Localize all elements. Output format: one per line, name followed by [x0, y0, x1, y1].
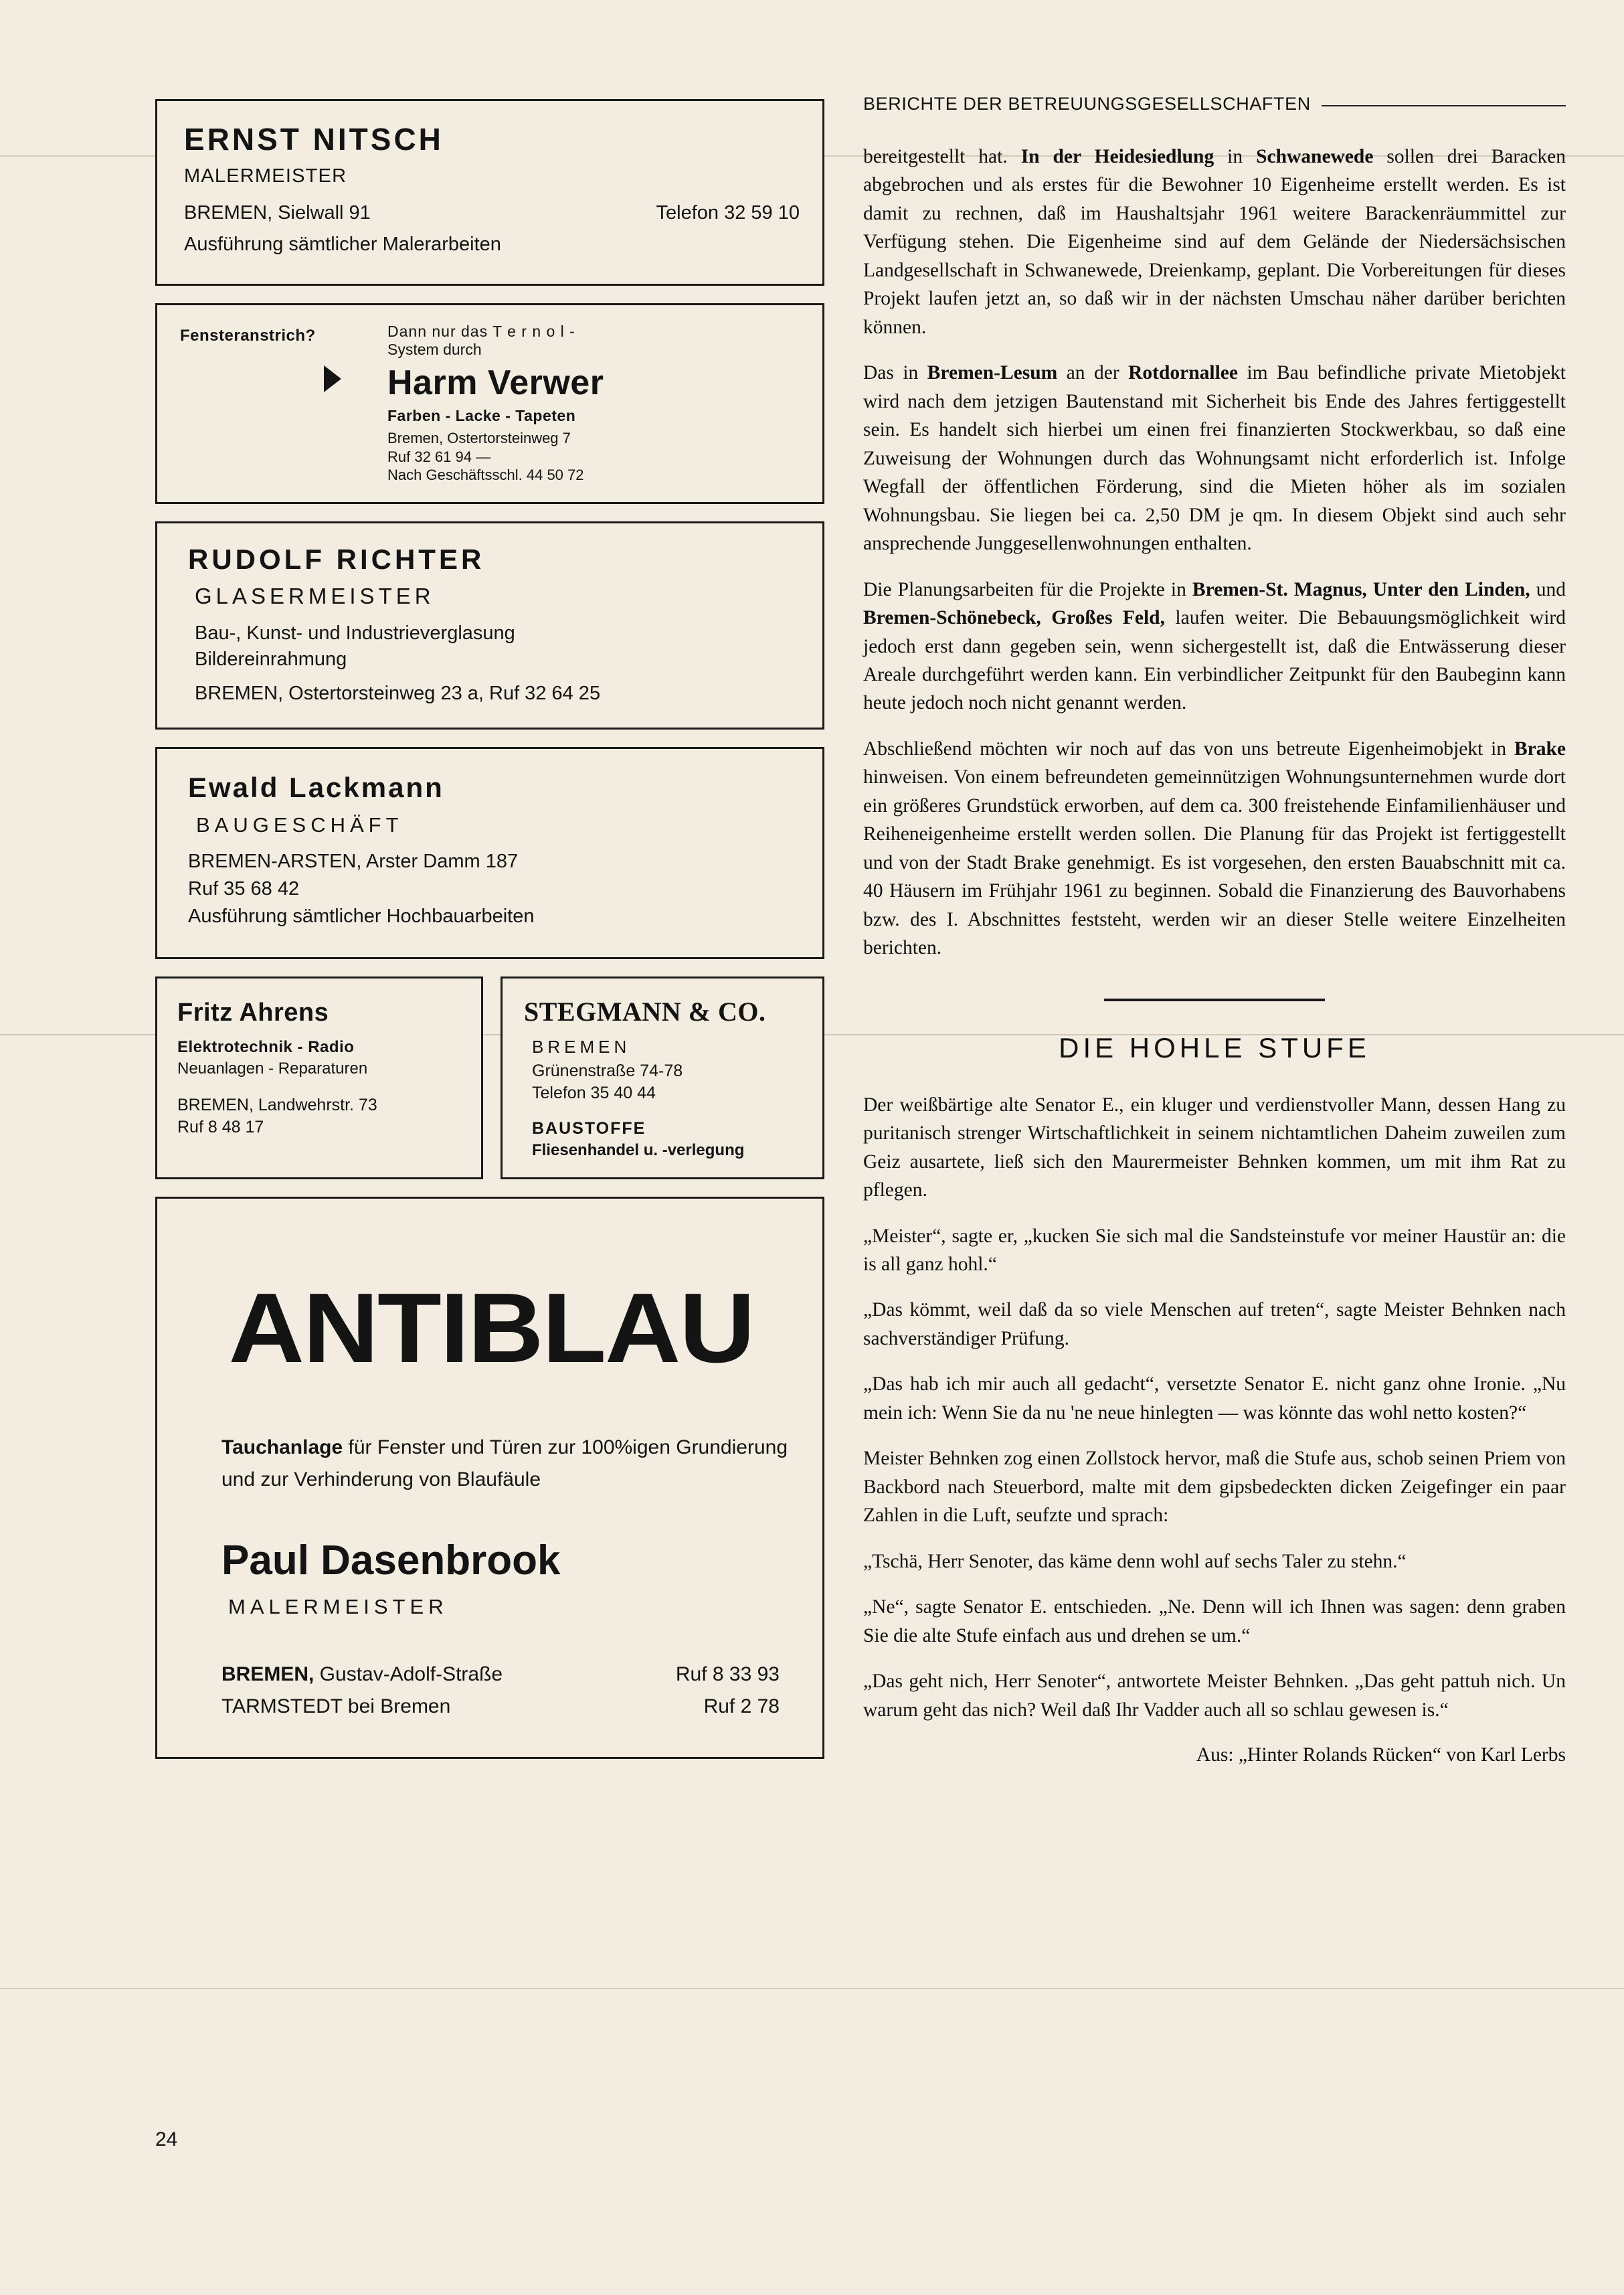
ad-brand-name: ANTIBLAU [228, 1272, 754, 1383]
ad-name: Paul Dasenbrook [221, 1537, 561, 1584]
section-header-label: BERICHTE DER BETREUUNGSGESELLSCHAFTEN [863, 94, 1311, 114]
story-paragraph: „Meister“, sagte er, „kucken Sie sich mal die Sandsteinstufe vor meiner Haustür an: die is all ganz hohl.“ [863, 1225, 1566, 1275]
ad-address-street: Gustav-Adolf-Straße [314, 1663, 503, 1685]
ad-name: STEGMANN & CO. [524, 996, 766, 1027]
ad-service-line-1: BAUSTOFFE [532, 1118, 646, 1138]
ad-services: Ausführung sämtlicher Malerarbeiten [184, 234, 501, 255]
ad-address-city: BREMEN, [221, 1663, 314, 1685]
ad-description [187, 1432, 796, 1497]
story-paragraph: „Das geht nich, Herr Senoter“, antwortete Meister Behnken. „Das geht pattuh nich. Un warum geht das nich? Weil daß Ihr Vadder auch all so schlau gewesen is.“ [863, 1671, 1566, 1721]
ad-profession: MALERMEISTER [228, 1594, 448, 1618]
story-paragraph: Meister Behnken zog einen Zollstock hervor, maß die Stufe aus, schob seinen Priem von Backbord nach Steuerbord, malte mit dem gipsbedeckten dicken Zeigefinger ein paar Zahlen in die Luft, seufzte und sprach: [863, 1448, 1566, 1527]
article-body [863, 143, 1566, 962]
ad-name: Ewald Lackmann [188, 771, 444, 803]
ad-service-line-1: Bau-, Kunst- und Industrieverglasung [195, 622, 515, 644]
ad-address: Bremen, Ostertorsteinweg 7 [387, 430, 571, 446]
article-paragraph: Das in Bremen-Lesum an der Rotdornallee im Bau befindliche private Mietobjekt wird nach dem jetzigen Bautenstand mit Sicherheit bis Ende des Jahres fertiggestellt sein. Es handelt sich hierbei um einen frei finanzierten Stockwerkbau, so daß eine Zuweisung der Wohnungen durch das Wohnungsamt nicht erforderlich ist. Infolge Wegfall der öffentlichen Förderung, sind die Mieten höher als im sozialen Wohnungsbau. Sie liegen bei ca. 2,50 DM je qm. In diesem Objekt sind auch sehr ansprechende Junggesellenwohnungen enthalten. [863, 362, 1566, 555]
article-paragraph: bereitgestellt hat. In der Heidesiedlung in Schwanewede sollen drei Baracken abgebrochen und als erstes für die Bewohner 10 Eigenheime erstellt werden. Es ist damit zu rechnen, daß im Haushaltsjahr 1961 weitere Barackenräummittel zur Verfügung stehen. Die Eigenheime sind auf dem Gelände der Niedersächsischen Landgesellschaft in Schwanewede, Dreienkamp, geplant. Die Vorbereitungen für dieses Projekt laufen jetzt an, so daß wir in der nächsten Umschau näher darüber berichten können. [863, 146, 1566, 338]
article-column [863, 94, 1566, 1766]
ad-pair-row [155, 976, 824, 1179]
ad-rudolf-richter [155, 521, 824, 730]
ad-phone: Telefon 32 59 10 [656, 202, 800, 224]
ad-profession: BAUGESCHÄFT [196, 813, 403, 837]
ad-name: ERNST NITSCH [184, 122, 444, 157]
ad-phone: Ruf 32 61 94 — [387, 448, 491, 465]
ad-address: BREMEN, Landwehrstr. 73 [177, 1095, 377, 1114]
ad-tags: Farben - Lacke - Tapeten [387, 407, 576, 424]
ad-address: Grünenstraße 74-78 [532, 1061, 683, 1080]
ad-phone: Telefon 35 40 44 [532, 1083, 656, 1102]
ad-paul-dasenbrook [155, 1197, 824, 1759]
section-header [863, 94, 1566, 114]
ad-service-line-2: Neuanlagen - Reparaturen [177, 1059, 368, 1078]
section-divider [1104, 999, 1325, 1001]
header-rule [1322, 105, 1566, 106]
ad-ewald-lackmann [155, 747, 824, 959]
story-source: Aus: „Hinter Rolands Rücken“ von Karl Lerbs [1196, 1744, 1566, 1766]
story-paragraph: „Ne“, sagte Senator E. entschieden. „Ne. Denn will ich Ihnen was sagen: denn graben Sie die alte Stufe einfach aus und drehen se um.“ [863, 1596, 1566, 1646]
article-paragraph: Die Planungsarbeiten für die Projekte in Bremen-St. Magnus, Unter den Linden, und Bremen-Schönebeck, Großes Feld, laufen weiter. Die Bebauungsmöglichkeit wird jedoch erst dann gegeben sein, wenn sichergestellt ist, daß die Entwässerung dieser Areale durchgeführt werden kann. Ein verbindlicher Zeitpunkt für den Baubeginn kann heute jedoch noch nicht genannt werden. [863, 578, 1566, 714]
ad-phone: Ruf 35 68 42 [188, 877, 300, 900]
ad-harm-verwer [155, 303, 824, 504]
story-paragraph: „Das kömmt, weil daß da so viele Menschen auf treten“, sagte Meister Behnken nach sachverständiger Prüfung. [863, 1299, 1566, 1349]
ad-after-hours-phone: Nach Geschäftsschl. 44 50 72 [387, 466, 584, 483]
ad-profession: MALERMEISTER [184, 165, 347, 187]
ad-name: Harm Verwer [387, 363, 604, 402]
ad-phone-1: Ruf 8 33 93 [675, 1663, 780, 1685]
ad-services: Ausführung sämtlicher Hochbauarbeiten [188, 905, 535, 927]
ad-address-1 [221, 1663, 503, 1686]
advertisement-column [155, 99, 824, 1776]
ad-description-bold: Tauchanlage [221, 1436, 343, 1458]
story-title: DIE HOHLE STUFE [1059, 1031, 1370, 1064]
ad-address: BREMEN-ARSTEN, Arster Damm 187 [188, 850, 519, 872]
ad-city: BREMEN [532, 1036, 631, 1057]
story-paragraph: „Das hab ich mir auch all gedacht“, versetzte Senator E. nicht ganz ohne Ironie. „Nu mein ich: Wenn Sie da nu 'ne neue hinlegten — was könnte das wohl netto kosten?“ [863, 1373, 1566, 1424]
ad-phone-2: Ruf 2 78 [703, 1695, 780, 1717]
ad-lead-line-1: Dann nur das T e r n o l - [387, 323, 575, 340]
ad-profession: GLASERMEISTER [195, 583, 435, 608]
ad-description-rest: für Fenster und Türen zur 100%igen Grundierung und zur Verhinderung von Blaufäule [221, 1436, 788, 1491]
article-paragraph: Abschließend möchten wir noch auf das von uns betreute Eigenheimobjekt in Brake hinweisen. Von einem befreundeten gemeinnützigen Wohnungsunternehmen wurde dort ein größeres Grundstück erworben, auf dem ca. 300 freistehende Einfamilienhäuser und Reiheneigenheime erstellt werden sollen. Die Planung für das Projekt ist fertiggestellt und von der Stadt Brake genehmigt. Es ist vorgesehen, den ersten Bauabschnitt mit ca. 40 Häusern im Frühjahr 1961 zu beginnen. Sobald die Finanzierung des Bauvorhabens bzw. des I. Abschnittes feststeht, werden wir an dieser Stelle weitere Einzelheiten berichten. [863, 738, 1566, 959]
ad-fritz-ahrens [155, 976, 483, 1179]
ad-name: RUDOLF RICHTER [188, 543, 485, 575]
ad-ernst-nitsch [155, 99, 824, 286]
arrow-right-icon [324, 365, 341, 392]
ad-address: BREMEN, Ostertorsteinweg 23 a, Ruf 32 64 25 [195, 682, 601, 704]
ad-stegmann-co [501, 976, 824, 1179]
ad-phone: Ruf 8 48 17 [177, 1117, 264, 1136]
story-paragraph: Der weißbärtige alte Senator E., ein kluger und verdienstvoller Mann, dessen Hang zu puritanisch strenger Wirtschaftlichkeit in seinem nichtamtlichen Daheim zuweilen zum Geiz ausartete, ließ sich den Maurermeister Behnken kommen, um mit ihm Rat zu pflegen. [863, 1094, 1566, 1201]
ad-service-line-1: Elektrotechnik - Radio [177, 1037, 355, 1056]
story-paragraph: „Tschä, Herr Senoter, das käme denn wohl auf sechs Taler zu stehn.“ [863, 1550, 1407, 1572]
ad-service-line-2: Fliesenhandel u. -verlegung [532, 1140, 745, 1159]
ad-service-line-2: Bildereinrahmung [195, 648, 347, 670]
ad-name: Fritz Ahrens [177, 998, 329, 1027]
ad-question: Fensteranstrich? [180, 327, 316, 345]
ad-lead-line-2: System durch [387, 341, 482, 358]
story-body [863, 1091, 1566, 1724]
ad-address: BREMEN, Sielwall 91 [184, 202, 371, 224]
page-number: 24 [155, 2128, 178, 2150]
ad-address-2: TARMSTEDT bei Bremen [221, 1695, 451, 1717]
